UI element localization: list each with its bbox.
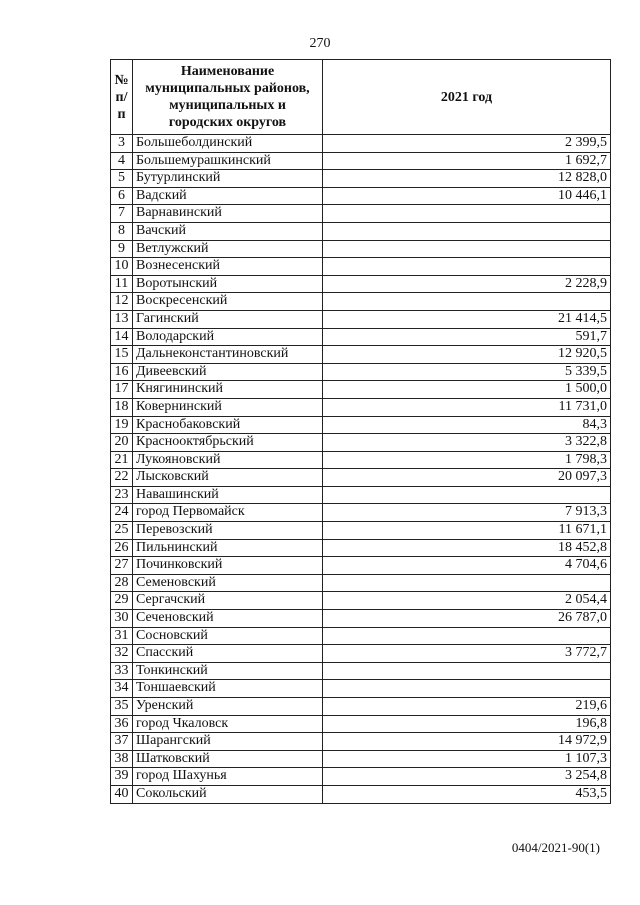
row-number: 5 [111, 170, 133, 188]
page-number: 270 [309, 36, 331, 51]
row-number: 7 [111, 205, 133, 223]
row-number: 27 [111, 557, 133, 575]
district-name: Уренский [133, 698, 323, 716]
table-row [111, 275, 611, 293]
table-row [111, 610, 611, 628]
table-row [111, 539, 611, 557]
table-row [111, 715, 611, 733]
row-number: 40 [111, 785, 133, 803]
value-2021 [323, 293, 611, 311]
table-row [111, 662, 611, 680]
district-name: Вадский [133, 187, 323, 205]
row-number: 21 [111, 451, 133, 469]
row-number: 25 [111, 522, 133, 540]
table-row [111, 592, 611, 610]
table-row [111, 398, 611, 416]
row-number: 14 [111, 328, 133, 346]
district-name: Воротынский [133, 275, 323, 293]
row-number: 20 [111, 434, 133, 452]
value-2021: 7 913,3 [323, 504, 611, 522]
value-2021: 196,8 [323, 715, 611, 733]
district-name: Большеболдинский [133, 135, 323, 153]
district-name: Починковский [133, 557, 323, 575]
value-2021: 3 772,7 [323, 645, 611, 663]
table-row [111, 680, 611, 698]
table-row [111, 574, 611, 592]
district-name: Сокольский [133, 785, 323, 803]
value-2021: 4 704,6 [323, 557, 611, 575]
table-row [111, 363, 611, 381]
district-name: Вознесенский [133, 258, 323, 276]
row-number: 3 [111, 135, 133, 153]
table-row [111, 258, 611, 276]
district-name: Сосновский [133, 627, 323, 645]
row-number: 15 [111, 346, 133, 364]
table-row [111, 451, 611, 469]
district-name: Дальнеконстантиновский [133, 346, 323, 364]
table-row [111, 504, 611, 522]
budget-table [110, 59, 611, 804]
row-number: 32 [111, 645, 133, 663]
row-number: 12 [111, 293, 133, 311]
value-2021: 26 787,0 [323, 610, 611, 628]
row-number: 28 [111, 574, 133, 592]
table-row [111, 240, 611, 258]
table-row [111, 152, 611, 170]
value-2021: 18 452,8 [323, 539, 611, 557]
district-name: Лысковский [133, 469, 323, 487]
district-name: Краснооктябрьский [133, 434, 323, 452]
value-2021 [323, 574, 611, 592]
table-row [111, 768, 611, 786]
table-row [111, 627, 611, 645]
value-2021: 2 399,5 [323, 135, 611, 153]
table-row [111, 698, 611, 716]
value-2021: 1 692,7 [323, 152, 611, 170]
table-row [111, 205, 611, 223]
district-name: Варнавинский [133, 205, 323, 223]
row-number: 8 [111, 222, 133, 240]
row-number: 11 [111, 275, 133, 293]
value-2021: 84,3 [323, 416, 611, 434]
district-name: Большемурашкинский [133, 152, 323, 170]
district-name: Спасский [133, 645, 323, 663]
district-name: Бутурлинский [133, 170, 323, 188]
district-name: Тонкинский [133, 662, 323, 680]
value-2021: 591,7 [323, 328, 611, 346]
table-row [111, 170, 611, 188]
table-row [111, 733, 611, 751]
value-2021: 10 446,1 [323, 187, 611, 205]
row-number: 17 [111, 381, 133, 399]
row-number: 4 [111, 152, 133, 170]
district-name: город Первомайск [133, 504, 323, 522]
value-2021: 453,5 [323, 785, 611, 803]
table-row [111, 486, 611, 504]
table-row [111, 750, 611, 768]
value-2021: 3 254,8 [323, 768, 611, 786]
district-name: Сергачский [133, 592, 323, 610]
value-2021: 2 054,4 [323, 592, 611, 610]
district-name: Володарский [133, 328, 323, 346]
row-number: 24 [111, 504, 133, 522]
table-row [111, 222, 611, 240]
row-number: 35 [111, 698, 133, 716]
header-num: № п/п [111, 60, 133, 135]
value-2021: 2 228,9 [323, 275, 611, 293]
value-2021 [323, 222, 611, 240]
value-2021: 219,6 [323, 698, 611, 716]
value-2021 [323, 205, 611, 223]
row-number: 6 [111, 187, 133, 205]
table-header-row [111, 60, 611, 135]
value-2021: 1 107,3 [323, 750, 611, 768]
row-number: 10 [111, 258, 133, 276]
district-name: Перевозский [133, 522, 323, 540]
district-name: Пильнинский [133, 539, 323, 557]
row-number: 13 [111, 310, 133, 328]
row-number: 18 [111, 398, 133, 416]
table-row [111, 434, 611, 452]
table-row [111, 310, 611, 328]
row-number: 37 [111, 733, 133, 751]
district-name: Гагинский [133, 310, 323, 328]
district-name: Тоншаевский [133, 680, 323, 698]
row-number: 38 [111, 750, 133, 768]
row-number: 31 [111, 627, 133, 645]
district-name: Воскресенский [133, 293, 323, 311]
row-number: 19 [111, 416, 133, 434]
district-name: Ветлужский [133, 240, 323, 258]
district-name: Дивеевский [133, 363, 323, 381]
table-row [111, 522, 611, 540]
value-2021: 1 500,0 [323, 381, 611, 399]
row-number: 16 [111, 363, 133, 381]
table-row [111, 469, 611, 487]
value-2021 [323, 627, 611, 645]
value-2021: 11 731,0 [323, 398, 611, 416]
row-number: 36 [111, 715, 133, 733]
value-2021 [323, 486, 611, 504]
table-row [111, 187, 611, 205]
district-name: Ковернинский [133, 398, 323, 416]
table-row [111, 557, 611, 575]
document-code: 0404/2021-90(1) [511, 840, 600, 855]
row-number: 26 [111, 539, 133, 557]
district-name: Княгининский [133, 381, 323, 399]
value-2021 [323, 680, 611, 698]
district-name: Шарангский [133, 733, 323, 751]
row-number: 33 [111, 662, 133, 680]
value-2021: 3 322,8 [323, 434, 611, 452]
table-body [111, 135, 611, 804]
value-2021: 20 097,3 [323, 469, 611, 487]
district-name: город Шахунья [133, 768, 323, 786]
table-row [111, 135, 611, 153]
table-row [111, 328, 611, 346]
row-number: 23 [111, 486, 133, 504]
row-number: 39 [111, 768, 133, 786]
row-number: 9 [111, 240, 133, 258]
header-year: 2021 год [323, 60, 611, 135]
district-name: Шатковский [133, 750, 323, 768]
row-number: 22 [111, 469, 133, 487]
value-2021 [323, 662, 611, 680]
table-row [111, 785, 611, 803]
value-2021: 1 798,3 [323, 451, 611, 469]
district-name: Краснобаковский [133, 416, 323, 434]
district-name: Сеченовский [133, 610, 323, 628]
header-name: Наименование муниципальных районов, муниципальных и городских округов [133, 60, 323, 135]
district-name: Навашинский [133, 486, 323, 504]
value-2021: 21 414,5 [323, 310, 611, 328]
value-2021: 5 339,5 [323, 363, 611, 381]
district-name: Вачский [133, 222, 323, 240]
value-2021: 14 972,9 [323, 733, 611, 751]
district-name: Лукояновский [133, 451, 323, 469]
value-2021 [323, 240, 611, 258]
district-name: город Чкаловск [133, 715, 323, 733]
value-2021 [323, 258, 611, 276]
row-number: 34 [111, 680, 133, 698]
district-name: Семеновский [133, 574, 323, 592]
value-2021: 12 828,0 [323, 170, 611, 188]
row-number: 29 [111, 592, 133, 610]
table-row [111, 416, 611, 434]
table-row [111, 381, 611, 399]
row-number: 30 [111, 610, 133, 628]
value-2021: 12 920,5 [323, 346, 611, 364]
table-row [111, 645, 611, 663]
table-row [111, 346, 611, 364]
value-2021: 11 671,1 [323, 522, 611, 540]
table-row [111, 293, 611, 311]
